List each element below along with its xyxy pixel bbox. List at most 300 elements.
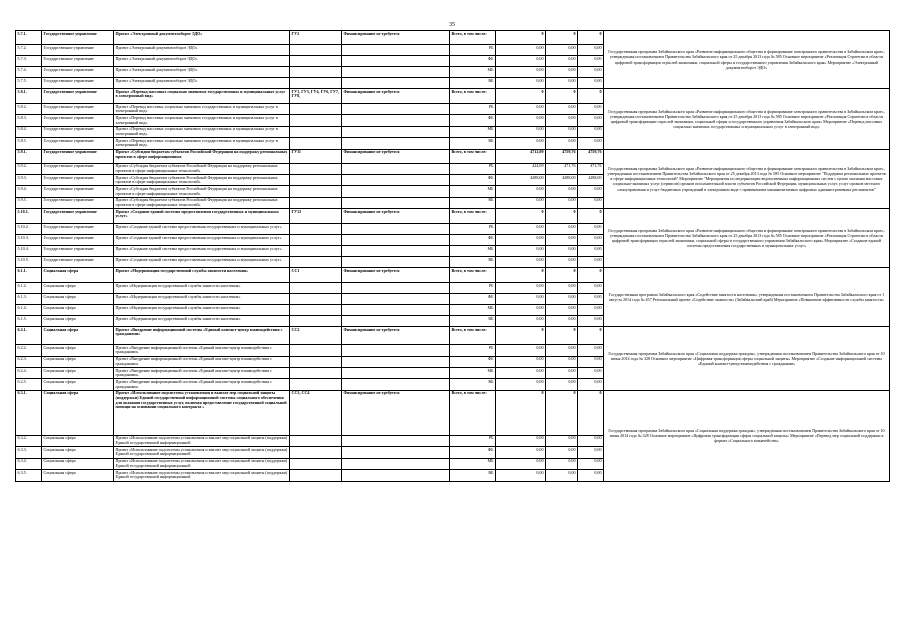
- source-cell: РБ: [450, 104, 496, 115]
- code-cell: [290, 283, 342, 294]
- code-cell: [290, 458, 342, 469]
- value-cell: 0,00: [546, 305, 578, 316]
- table-row: [16, 31, 890, 45]
- financing-cell: [342, 458, 450, 469]
- value-cell: 0,00: [496, 186, 546, 197]
- value-cell: 0,00: [546, 470, 578, 481]
- code-cell: [290, 368, 342, 379]
- project-cell: Проект «Создание единой системы предоставления государственных и муниципальных услуг»: [114, 224, 290, 235]
- financing-cell: [342, 78, 450, 89]
- code-cell: [290, 197, 342, 208]
- value-cell: 0,00: [578, 368, 604, 379]
- source-cell: РБ: [450, 345, 496, 356]
- code-cell: [290, 435, 342, 446]
- table-row: [16, 209, 890, 224]
- source-cell: МБ: [450, 305, 496, 316]
- value-cell: 0: [578, 390, 604, 435]
- sphere-cell: Государственное управление: [42, 56, 114, 67]
- value-cell: 0,00: [578, 126, 604, 137]
- row-number: 6.3.1.: [16, 390, 42, 435]
- row-number: 6.2.5.: [16, 379, 42, 390]
- source-cell: ФБ: [450, 294, 496, 305]
- value-cell: 4288,00: [546, 175, 578, 186]
- financing-cell: [342, 356, 450, 367]
- project-cell: Проект «Использование подсистемы установления и выплат мер социальной защиты (поддержки) Единой государственной информационной: [114, 435, 290, 446]
- source-cell: ВБ: [450, 316, 496, 327]
- value-cell: 0,00: [546, 294, 578, 305]
- value-cell: 0: [496, 268, 546, 283]
- financing-cell: [342, 235, 450, 246]
- sphere-cell: Государственное управление: [42, 126, 114, 137]
- value-cell: 0,00: [578, 246, 604, 257]
- program-note: Государственная программа Забайкальского края «Развитие информационного общества и формирование электронного правительства в Забайкальском крае», утвержденная постановлением Правительства Забайкальского края от 25 декабря 2013 года № 585 Основное мероприятие «Реализация Стратегии в области цифровой трансформации отраслей экономики, социальной сферы и государственного управления Забайкальского края» Мероприятие «Создание единой системы предоставления государственных и муниципальных услуг»: [604, 209, 890, 268]
- value-cell: 0,00: [546, 126, 578, 137]
- source-cell: РБ: [450, 283, 496, 294]
- value-cell: 0,00: [578, 283, 604, 294]
- value-cell: 0,00: [496, 67, 546, 78]
- row-number: 6.2.2.: [16, 345, 42, 356]
- financing-cell: [342, 368, 450, 379]
- value-cell: 0,00: [496, 115, 546, 126]
- value-cell: 0,00: [546, 257, 578, 268]
- value-cell: 471,76: [546, 163, 578, 174]
- code-cell: [290, 294, 342, 305]
- source-cell: Всего, в том числе:: [450, 149, 496, 163]
- source-cell: Всего, в том числе:: [450, 209, 496, 224]
- project-cell: Проект «Электронный документооборот ЭДО»: [114, 67, 290, 78]
- value-cell: 0,00: [578, 104, 604, 115]
- sphere-cell: Государственное управление: [42, 149, 114, 163]
- financing-cell: [342, 175, 450, 186]
- row-number: 5.10.5.: [16, 257, 42, 268]
- value-cell: 0,00: [546, 78, 578, 89]
- financing-cell: [342, 345, 450, 356]
- value-cell: 0: [578, 327, 604, 345]
- sphere-cell: Государственное управление: [42, 115, 114, 126]
- financing-cell: [342, 45, 450, 56]
- value-cell: 0: [496, 327, 546, 345]
- financing-cell: Финансирование не требуется: [342, 327, 450, 345]
- code-cell: [290, 305, 342, 316]
- row-number: 6.2.1.: [16, 327, 42, 345]
- source-cell: МБ: [450, 458, 496, 469]
- value-cell: 0,00: [578, 115, 604, 126]
- code-cell: [290, 345, 342, 356]
- sphere-cell: Социальная сфера: [42, 327, 114, 345]
- value-cell: 0,00: [578, 458, 604, 469]
- code-cell: [290, 186, 342, 197]
- source-cell: ВБ: [450, 197, 496, 208]
- row-number: 6.3.3.: [16, 447, 42, 458]
- value-cell: 0,00: [546, 447, 578, 458]
- code-cell: [290, 257, 342, 268]
- code-cell: [290, 78, 342, 89]
- value-cell: 0,00: [578, 235, 604, 246]
- financing-cell: [342, 197, 450, 208]
- source-cell: ВБ: [450, 78, 496, 89]
- value-cell: 0,00: [496, 294, 546, 305]
- source-cell: Всего, в том числе:: [450, 89, 496, 104]
- sphere-cell: Социальная сфера: [42, 305, 114, 316]
- source-cell: ВБ: [450, 470, 496, 481]
- source-cell: ФБ: [450, 115, 496, 126]
- table-row: [16, 268, 890, 283]
- financing-cell: Финансирование не требуется: [342, 268, 450, 283]
- value-cell: 0,00: [578, 78, 604, 89]
- sphere-cell: Социальная сфера: [42, 356, 114, 367]
- program-note: Государственная программа Забайкальского края «Развитие информационного общества и формирование электронного правительства в Забайкальском крае», утвержденная постановлением Правительства Забайкальского края от 25 декабря 2013 года № 585 Основное мероприятие "Поддержка региональных проектов в сфере информационных технологий" Мероприятие "Мероприятия по модернизации ведомственных информационных систем с целью оказания массовых социально-значимых услуг (сервисов) органов исполнительной власти субъектов Российской Федерации, муниципальных услуг, услуг органов местного самоуправления и услуг бюджетных учреждений в электронном виде с применением машиночитаемых цифровых административных регламентов": [604, 149, 890, 209]
- financing-cell: [342, 67, 450, 78]
- project-cell: Проект «Перевод массовых социально значимых государственных и муниципальных услуг в электронный вид»: [114, 126, 290, 137]
- code-cell: [290, 138, 342, 149]
- source-cell: РБ: [450, 45, 496, 56]
- value-cell: 0,00: [578, 224, 604, 235]
- code-cell: ГУ11: [290, 149, 342, 163]
- table-body: [16, 31, 890, 482]
- value-cell: 0,00: [496, 435, 546, 446]
- value-cell: 0,00: [496, 126, 546, 137]
- sphere-cell: Социальная сфера: [42, 447, 114, 458]
- project-cell: Проект «Модернизация государственной службы занятости населения»: [114, 316, 290, 327]
- project-cell: Проект «Использование подсистемы установления и выплат мер социальной защиты (поддержки) Единой государственной информационной системы социального обеспечения для оказания государственных услуг, включая предоставление государственной социальной помощи на основании социального контракта »: [114, 390, 290, 435]
- code-cell: [290, 246, 342, 257]
- value-cell: 0,00: [496, 104, 546, 115]
- source-cell: ФБ: [450, 56, 496, 67]
- value-cell: 0,00: [578, 257, 604, 268]
- row-number: 6.3.2.: [16, 435, 42, 446]
- row-number: 5.10.3.: [16, 235, 42, 246]
- value-cell: 0,00: [546, 379, 578, 390]
- value-cell: 4288,00: [578, 175, 604, 186]
- source-cell: ВБ: [450, 138, 496, 149]
- value-cell: 0,00: [546, 316, 578, 327]
- value-cell: 0,00: [496, 78, 546, 89]
- sphere-cell: Государственное управление: [42, 175, 114, 186]
- value-cell: 0: [546, 209, 578, 224]
- source-cell: РБ: [450, 435, 496, 446]
- source-cell: ФБ: [450, 175, 496, 186]
- value-cell: 0,00: [496, 224, 546, 235]
- project-cell: Проект «Субсидия бюджетам субъектов Российской Федерации на поддержку региональных проектов в сфере информационных: [114, 149, 290, 163]
- sphere-cell: Социальная сфера: [42, 435, 114, 446]
- source-cell: РБ: [450, 163, 496, 174]
- project-cell: Проект «Внедрение информационной системы «Единый контакт-центр взаимодействия с гражданами»: [114, 356, 290, 367]
- sphere-cell: Государственное управление: [42, 186, 114, 197]
- sphere-cell: Государственное управление: [42, 224, 114, 235]
- project-cell: Проект «Модернизация государственной службы занятости населения»: [114, 283, 290, 294]
- code-cell: [290, 379, 342, 390]
- value-cell: 0,00: [546, 138, 578, 149]
- row-number: 5.8.2.: [16, 104, 42, 115]
- row-number: 6.1.3.: [16, 294, 42, 305]
- value-cell: 0,00: [578, 45, 604, 56]
- source-cell: РБ: [450, 224, 496, 235]
- financing-cell: [342, 138, 450, 149]
- value-cell: 0,00: [578, 294, 604, 305]
- sphere-cell: Государственное управление: [42, 31, 114, 45]
- value-cell: 0,00: [546, 197, 578, 208]
- value-cell: 0,00: [578, 56, 604, 67]
- sphere-cell: Социальная сфера: [42, 458, 114, 469]
- project-cell: Проект «Создание единой системы предоставления государственных и муниципальных услуг»: [114, 257, 290, 268]
- value-cell: 0,00: [496, 45, 546, 56]
- value-cell: 0,00: [578, 470, 604, 481]
- code-cell: [290, 163, 342, 174]
- value-cell: 0,00: [546, 458, 578, 469]
- value-cell: 0,00: [496, 356, 546, 367]
- value-cell: 4288,00: [496, 175, 546, 186]
- sphere-cell: Государственное управление: [42, 235, 114, 246]
- value-cell: 0,00: [578, 67, 604, 78]
- value-cell: 0,00: [546, 45, 578, 56]
- row-number: 6.2.4.: [16, 368, 42, 379]
- row-number: 5.9.3.: [16, 175, 42, 186]
- value-cell: 0: [578, 268, 604, 283]
- value-cell: 0: [496, 209, 546, 224]
- financing-cell: [342, 163, 450, 174]
- project-cell: Проект «Субсидия бюджетам субъектов Российской Федерации на поддержку региональных проектов в сфере информационных технологий»: [114, 175, 290, 186]
- sphere-cell: Социальная сфера: [42, 316, 114, 327]
- source-cell: МБ: [450, 186, 496, 197]
- value-cell: 0: [496, 390, 546, 435]
- sphere-cell: Государственное управление: [42, 246, 114, 257]
- value-cell: 0: [496, 89, 546, 104]
- source-cell: ФБ: [450, 235, 496, 246]
- value-cell: 0,00: [578, 379, 604, 390]
- project-cell: Проект «Создание единой системы предоставления государственных и муниципальных услуг»: [114, 235, 290, 246]
- row-number: 5.8.5.: [16, 138, 42, 149]
- project-cell: Проект «Модернизация государственной службы занятости населения»: [114, 305, 290, 316]
- value-cell: 0,00: [546, 345, 578, 356]
- source-cell: ВБ: [450, 379, 496, 390]
- value-cell: 0,00: [496, 379, 546, 390]
- financing-cell: [342, 257, 450, 268]
- financing-cell: [342, 435, 450, 446]
- source-cell: МБ: [450, 126, 496, 137]
- source-cell: МБ: [450, 246, 496, 257]
- row-number: 5.10.1.: [16, 209, 42, 224]
- value-cell: 0,00: [578, 138, 604, 149]
- project-cell: Проект «Модернизация государственной службы занятости населения»: [114, 294, 290, 305]
- sphere-cell: Социальная сфера: [42, 283, 114, 294]
- financing-cell: [342, 246, 450, 257]
- row-number: 5.7.1.: [16, 31, 42, 45]
- code-cell: [290, 235, 342, 246]
- value-cell: 0,00: [496, 470, 546, 481]
- project-cell: Проект «Субсидия бюджетам субъектов Российской Федерации на поддержку региональных проектов в сфере информационных технологий»: [114, 163, 290, 174]
- value-cell: 0,00: [546, 224, 578, 235]
- row-number: 6.1.4.: [16, 305, 42, 316]
- row-number: 5.10.4.: [16, 246, 42, 257]
- code-cell: [290, 56, 342, 67]
- source-cell: ВБ: [450, 257, 496, 268]
- value-cell: 0,00: [546, 67, 578, 78]
- row-number: 5.9.4.: [16, 186, 42, 197]
- financing-cell: Финансирование не требуется: [342, 31, 450, 45]
- program-note: Государственная программа Забайкальского края «Содействие занятости населения», утвержденная постановлением Правительства Забайкальского края от 1 августа 2014 года № 457 Региональный проект «Содействие занятости» (Забайкальский край) Мероприятие «Повышение эффективности службы занятости»: [604, 268, 890, 327]
- value-cell: 0,00: [496, 305, 546, 316]
- program-note: Государственная программа Забайкальского края «Развитие информационного общества и формирование электронного правительства в Забайкальском крае», утвержденная постановлением Правительства Забайкальского края от 25 декабря 2013 года № 585 Основное мероприятие «Реализация Стратегии в области цифровой трансформации отраслей экономики, социальной сферы и государственного управления Забайкальского края» Мероприятие «Перевод массовых социально значимых государственных и муниципальных услуг в электронный вид»: [604, 89, 890, 150]
- code-cell: СС2: [290, 327, 342, 345]
- row-number: 6.3.5.: [16, 470, 42, 481]
- row-number: 5.7.5.: [16, 78, 42, 89]
- sphere-cell: Государственное управление: [42, 257, 114, 268]
- sphere-cell: Социальная сфера: [42, 268, 114, 283]
- row-number: 5.9.1.: [16, 149, 42, 163]
- project-cell: Проект «Внедрение информационной системы «Единый контакт-центр взаимодействия с гражданами»: [114, 379, 290, 390]
- projects-table: [15, 30, 890, 482]
- project-cell: Проект «Перевод массовых социально значимых государственных и муниципальных услуг в электронный вид»: [114, 138, 290, 149]
- financing-cell: [342, 283, 450, 294]
- financing-cell: Финансирование не требуется: [342, 209, 450, 224]
- row-number: 5.10.2.: [16, 224, 42, 235]
- value-cell: 0,00: [496, 197, 546, 208]
- value-cell: 0,00: [546, 186, 578, 197]
- sphere-cell: Социальная сфера: [42, 294, 114, 305]
- project-cell: Проект «Электронный документооборот ЭДО»: [114, 78, 290, 89]
- value-cell: 0,00: [496, 345, 546, 356]
- code-cell: [290, 224, 342, 235]
- row-number: 6.1.1.: [16, 268, 42, 283]
- sphere-cell: Государственное управление: [42, 197, 114, 208]
- value-cell: 0,00: [496, 246, 546, 257]
- financing-cell: [342, 186, 450, 197]
- sphere-cell: Государственное управление: [42, 138, 114, 149]
- project-cell: Проект «Внедрение информационной системы «Единый контакт-центр взаимодействия с гражданами»: [114, 327, 290, 345]
- code-cell: [290, 104, 342, 115]
- code-cell: [290, 175, 342, 186]
- project-cell: Проект «Использование подсистемы установления и выплат мер социальной защиты (поддержки) Единой государственной информационной: [114, 470, 290, 481]
- project-cell: Проект «Субсидия бюджетам субъектов Российской Федерации на поддержку региональных проектов в сфере информационных технологий»: [114, 197, 290, 208]
- source-cell: МБ: [450, 368, 496, 379]
- table-row: [16, 327, 890, 345]
- source-cell: МБ: [450, 67, 496, 78]
- value-cell: 0,00: [546, 235, 578, 246]
- source-cell: Всего, в том числе:: [450, 327, 496, 345]
- financing-cell: [342, 104, 450, 115]
- row-number: 5.9.5.: [16, 197, 42, 208]
- value-cell: 4712,09: [496, 149, 546, 163]
- project-cell: Проект «Перевод массовых социально значимых государственных и муниципальных услуг в электронный вид»: [114, 89, 290, 104]
- value-cell: 0,00: [578, 435, 604, 446]
- financing-cell: [342, 224, 450, 235]
- row-number: 6.1.2.: [16, 283, 42, 294]
- project-cell: Проект «Электронный документооборот ЭДО»: [114, 45, 290, 56]
- row-number: 5.9.2.: [16, 163, 42, 174]
- row-number: 6.2.3.: [16, 356, 42, 367]
- value-cell: 0,00: [496, 447, 546, 458]
- value-cell: 0: [546, 31, 578, 45]
- sphere-cell: Социальная сфера: [42, 379, 114, 390]
- financing-cell: [342, 56, 450, 67]
- financing-cell: [342, 115, 450, 126]
- value-cell: 4759,76: [546, 149, 578, 163]
- project-cell: Проект «Модернизация государственной службы занятости населения»: [114, 268, 290, 283]
- financing-cell: [342, 470, 450, 481]
- value-cell: 424,09: [496, 163, 546, 174]
- code-cell: СС3, СС4: [290, 390, 342, 435]
- financing-cell: [342, 126, 450, 137]
- row-number: 5.8.1.: [16, 89, 42, 104]
- value-cell: 0,00: [546, 115, 578, 126]
- value-cell: 0: [578, 89, 604, 104]
- value-cell: 0,00: [496, 368, 546, 379]
- sphere-cell: Государственное управление: [42, 104, 114, 115]
- row-number: 5.8.4.: [16, 126, 42, 137]
- row-number: 5.7.4.: [16, 67, 42, 78]
- value-cell: 0,00: [546, 56, 578, 67]
- code-cell: [290, 126, 342, 137]
- value-cell: 0,00: [578, 447, 604, 458]
- value-cell: 0,00: [578, 356, 604, 367]
- financing-cell: [342, 294, 450, 305]
- project-cell: Проект «Создание единой системы предоставления государственных и муниципальных услуг»: [114, 246, 290, 257]
- value-cell: 0,00: [546, 435, 578, 446]
- value-cell: 0: [546, 327, 578, 345]
- value-cell: 0,00: [496, 316, 546, 327]
- table-row: [16, 149, 890, 163]
- sphere-cell: Государственное управление: [42, 67, 114, 78]
- value-cell: 0: [546, 89, 578, 104]
- value-cell: 0,00: [546, 368, 578, 379]
- sphere-cell: Социальная сфера: [42, 368, 114, 379]
- source-cell: Всего, в том числе:: [450, 31, 496, 45]
- code-cell: СС1: [290, 268, 342, 283]
- value-cell: 0,00: [496, 56, 546, 67]
- value-cell: 0: [546, 390, 578, 435]
- value-cell: 0,00: [496, 138, 546, 149]
- page-number: 35: [449, 22, 455, 28]
- sphere-cell: Государственное управление: [42, 163, 114, 174]
- financing-cell: Финансирование не требуется: [342, 89, 450, 104]
- source-cell: Всего, в том числе:: [450, 268, 496, 283]
- value-cell: 0: [578, 31, 604, 45]
- project-cell: Проект «Создание единой системы предоставления государственных и муниципальных услуг»: [114, 209, 290, 224]
- row-number: 6.1.5.: [16, 316, 42, 327]
- value-cell: 0: [578, 209, 604, 224]
- value-cell: 0,00: [546, 104, 578, 115]
- code-cell: [290, 447, 342, 458]
- sphere-cell: Государственное управление: [42, 89, 114, 104]
- sphere-cell: Социальная сфера: [42, 345, 114, 356]
- financing-cell: [342, 379, 450, 390]
- value-cell: 0,00: [578, 186, 604, 197]
- code-cell: [290, 45, 342, 56]
- value-cell: 0,00: [578, 316, 604, 327]
- sphere-cell: Социальная сфера: [42, 390, 114, 435]
- value-cell: 0,00: [578, 345, 604, 356]
- project-cell: Проект «Внедрение информационной системы «Единый контакт-центр взаимодействия с гражданами»: [114, 368, 290, 379]
- table-row: [16, 89, 890, 104]
- code-cell: ГУ2: [290, 31, 342, 45]
- program-note: Государственная программа Забайкальского края «Социальная поддержка граждан», утвержденная постановлением Правительства Забайкальского края от 10 июня 2014 года № 328 Основное мероприятие «Цифровая трансформация сферы социальной защиты» Мероприятие «Перевод мер социальной поддержки в формат «Социального казначейства»: [604, 390, 890, 481]
- sphere-cell: Государственное управление: [42, 78, 114, 89]
- code-cell: [290, 356, 342, 367]
- program-note: Государственная программа Забайкальского края «Социальная поддержка граждан», утвержденная постановлением Правительства Забайкальского края от 10 июня 2014 года № 328 Основное мероприятие «Цифровая трансформация сферы социальной защиты» Мероприятие «Создание информационной системы «Единый контакт-центр взаимодействия с гражданами»: [604, 327, 890, 391]
- row-number: 5.8.3.: [16, 115, 42, 126]
- value-cell: 0,00: [496, 458, 546, 469]
- code-cell: ГУ1, ГУ3, ГУ4, ГУ6, ГУ7, ГУ8,: [290, 89, 342, 104]
- value-cell: 0,00: [578, 305, 604, 316]
- value-cell: 0,00: [546, 283, 578, 294]
- value-cell: 0: [496, 31, 546, 45]
- project-cell: Проект «Электронный документооборот ЭДО»: [114, 56, 290, 67]
- sphere-cell: Социальная сфера: [42, 470, 114, 481]
- code-cell: [290, 470, 342, 481]
- value-cell: 0,00: [496, 257, 546, 268]
- financing-cell: [342, 305, 450, 316]
- value-cell: 0,00: [546, 356, 578, 367]
